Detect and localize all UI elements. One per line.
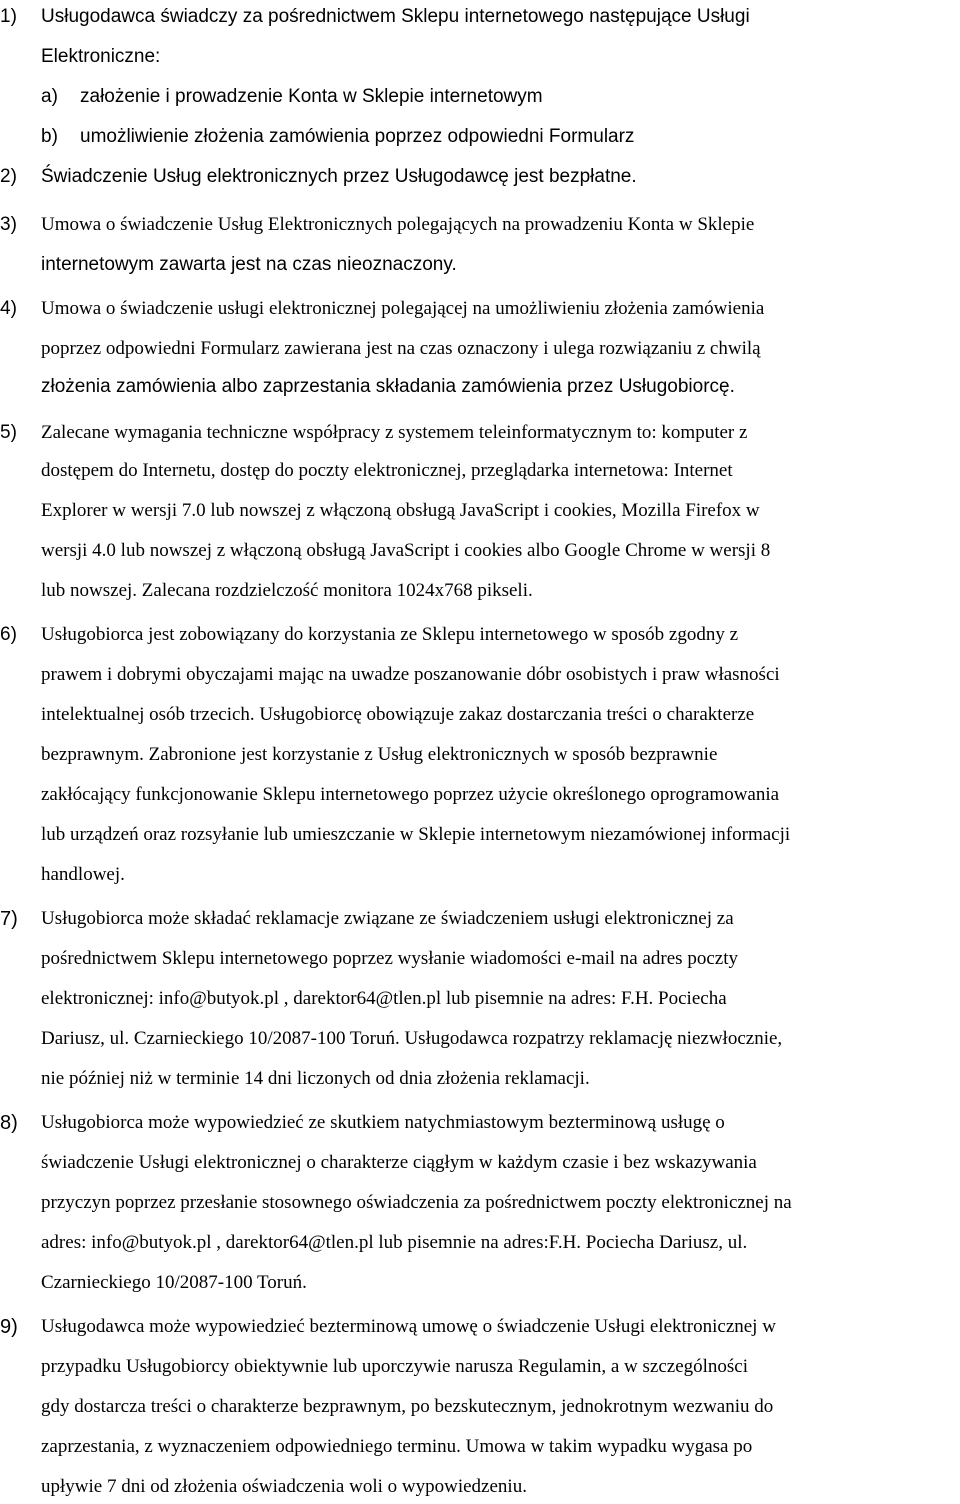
item-text: bezprawnym. Zabronione jest korzystanie z Usług elektronicznych w sposób bezprawnie [41,744,718,765]
item-number: 3) [0,214,17,235]
item-number: 2) [0,166,17,187]
item-text: Świadczenie Usług elektronicznych przez Usługodawcę jest bezpłatne. [41,166,637,187]
item-text: Umowa o świadczenie Usług Elektronicznych polegających na prowadzeniu Konta w Sklepie [41,214,755,235]
item-number: 8) [0,1112,18,1134]
item-number: 7) [0,908,18,930]
item-text: Czarnieckiego 10/2087-100 Toruń. [41,1272,307,1293]
item-text: elektronicznej: info@butyok.pl , darektor64@tlen.pl lub pisemnie na adres: F.H. Pociecha [41,988,727,1009]
sub-item-letter: a) [41,86,58,107]
item-number: 5) [0,422,17,443]
item-number: 9) [0,1316,18,1338]
item-text: Elektroniczne: [41,46,161,67]
item-text: poprzez odpowiedni Formularz zawierana jest na czas oznaczony i ulega rozwiązaniu z chwilą [41,338,761,359]
item-text: gdy dostarcza treści o charakterze bezprawnym, po bezskutecznym, jednokrotnym wezwaniu do [41,1396,774,1417]
item-text: lub urządzeń oraz rozsyłanie lub umieszczanie w Sklepie internetowym niezamówionej informacji [41,824,791,845]
item-text: Zalecane wymagania techniczne współpracy z systemem teleinformatycznym to: komputer z [41,422,748,443]
item-text: prawem i dobrymi obyczajami mając na uwadze poszanowanie dóbr osobistych i praw własności [41,664,780,685]
item-text: internetowym zawarta jest na czas nieoznaczony. [41,254,457,275]
item-text: wersji 4.0 lub nowszej z włączoną obsługą JavaScript i cookies albo Google Chrome w wersji 8 [41,540,771,561]
item-text: intelektualnej osób trzecich. Usługobiorcę obowiązuje zakaz dostarczania treści o charakterze [41,704,755,725]
item-number: 6) [0,624,17,645]
item-text: Usługobiorca może składać reklamacje związane ze świadczeniem usługi elektronicznej za [41,908,734,929]
item-text: handlowej. [41,864,125,885]
item-number: 1) [0,6,17,27]
item-text: przypadku Usługobiorcy obiektywnie lub uporczywie narusza Regulamin, a w szczególności [41,1356,749,1377]
item-text: Usługobiorca może wypowiedzieć ze skutkiem natychmiastowym bezterminową usługę o [41,1112,725,1133]
item-text: nie później niż w terminie 14 dni liczonych od dnia złożenia reklamacji. [41,1068,590,1089]
item-text: Usługodawca świadczy za pośrednictwem Sklepu internetowego następujące Usługi [41,6,750,27]
item-text: Usługobiorca jest zobowiązany do korzystania ze Sklepu internetowego w sposób zgodny z [41,624,739,645]
item-text: lub nowszej. Zalecana rozdzielczość monitora 1024x768 pikseli. [41,580,533,601]
item-text: upływie 7 dni od złożenia oświadczenia woli o wypowiedzeniu. [41,1476,527,1497]
item-text: dostępem do Internetu, dostęp do poczty elektronicznej, przeglądarka internetowa: Internet [41,460,733,481]
item-text: adres: info@butyok.pl , darektor64@tlen.pl lub pisemnie na adres:F.H. Pociecha Dariusz, ul. [41,1232,748,1253]
item-text: przyczyn poprzez przesłanie stosownego oświadczenia za pośrednictwem poczty elektronicznej na [41,1192,792,1213]
sub-item-letter: b) [41,126,58,147]
item-text: zaprzestania, z wyznaczeniem odpowiedniego terminu. Umowa w takim wypadku wygasa po [41,1436,753,1457]
item-text: Explorer w wersji 7.0 lub nowszej z włączoną obsługą JavaScript i cookies, Mozilla Firefox w [41,500,760,521]
item-text: Umowa o świadczenie usługi elektronicznej polegającej na umożliwieniu złożenia zamówienia [41,298,765,319]
item-text: Usługodawca może wypowiedzieć bezterminową umowę o świadczenie Usługi elektronicznej w [41,1316,776,1337]
item-text: świadczenie Usługi elektronicznej o charakterze ciągłym w każdym czasie i bez wskazywania [41,1152,757,1173]
item-text: Dariusz, ul. Czarnieckiego 10/2087-100 Toruń. Usługodawca rozpatrzy reklamację niezwłocznie, [41,1028,783,1049]
item-text: zakłócający funkcjonowanie Sklepu internetowego poprzez użycie określonego oprogramowania [41,784,780,805]
item-number: 4) [0,298,17,319]
sub-item-text: założenie i prowadzenie Konta w Sklepie internetowym [80,86,543,107]
item-text: pośrednictwem Sklepu internetowego poprzez wysłanie wiadomości e-mail na adres poczty [41,948,738,969]
sub-item-text: umożliwienie złożenia zamówienia poprzez odpowiedni Formularz [80,126,635,147]
item-text: złożenia zamówienia albo zaprzestania składania zamówienia przez Usługobiorcę. [41,376,735,397]
